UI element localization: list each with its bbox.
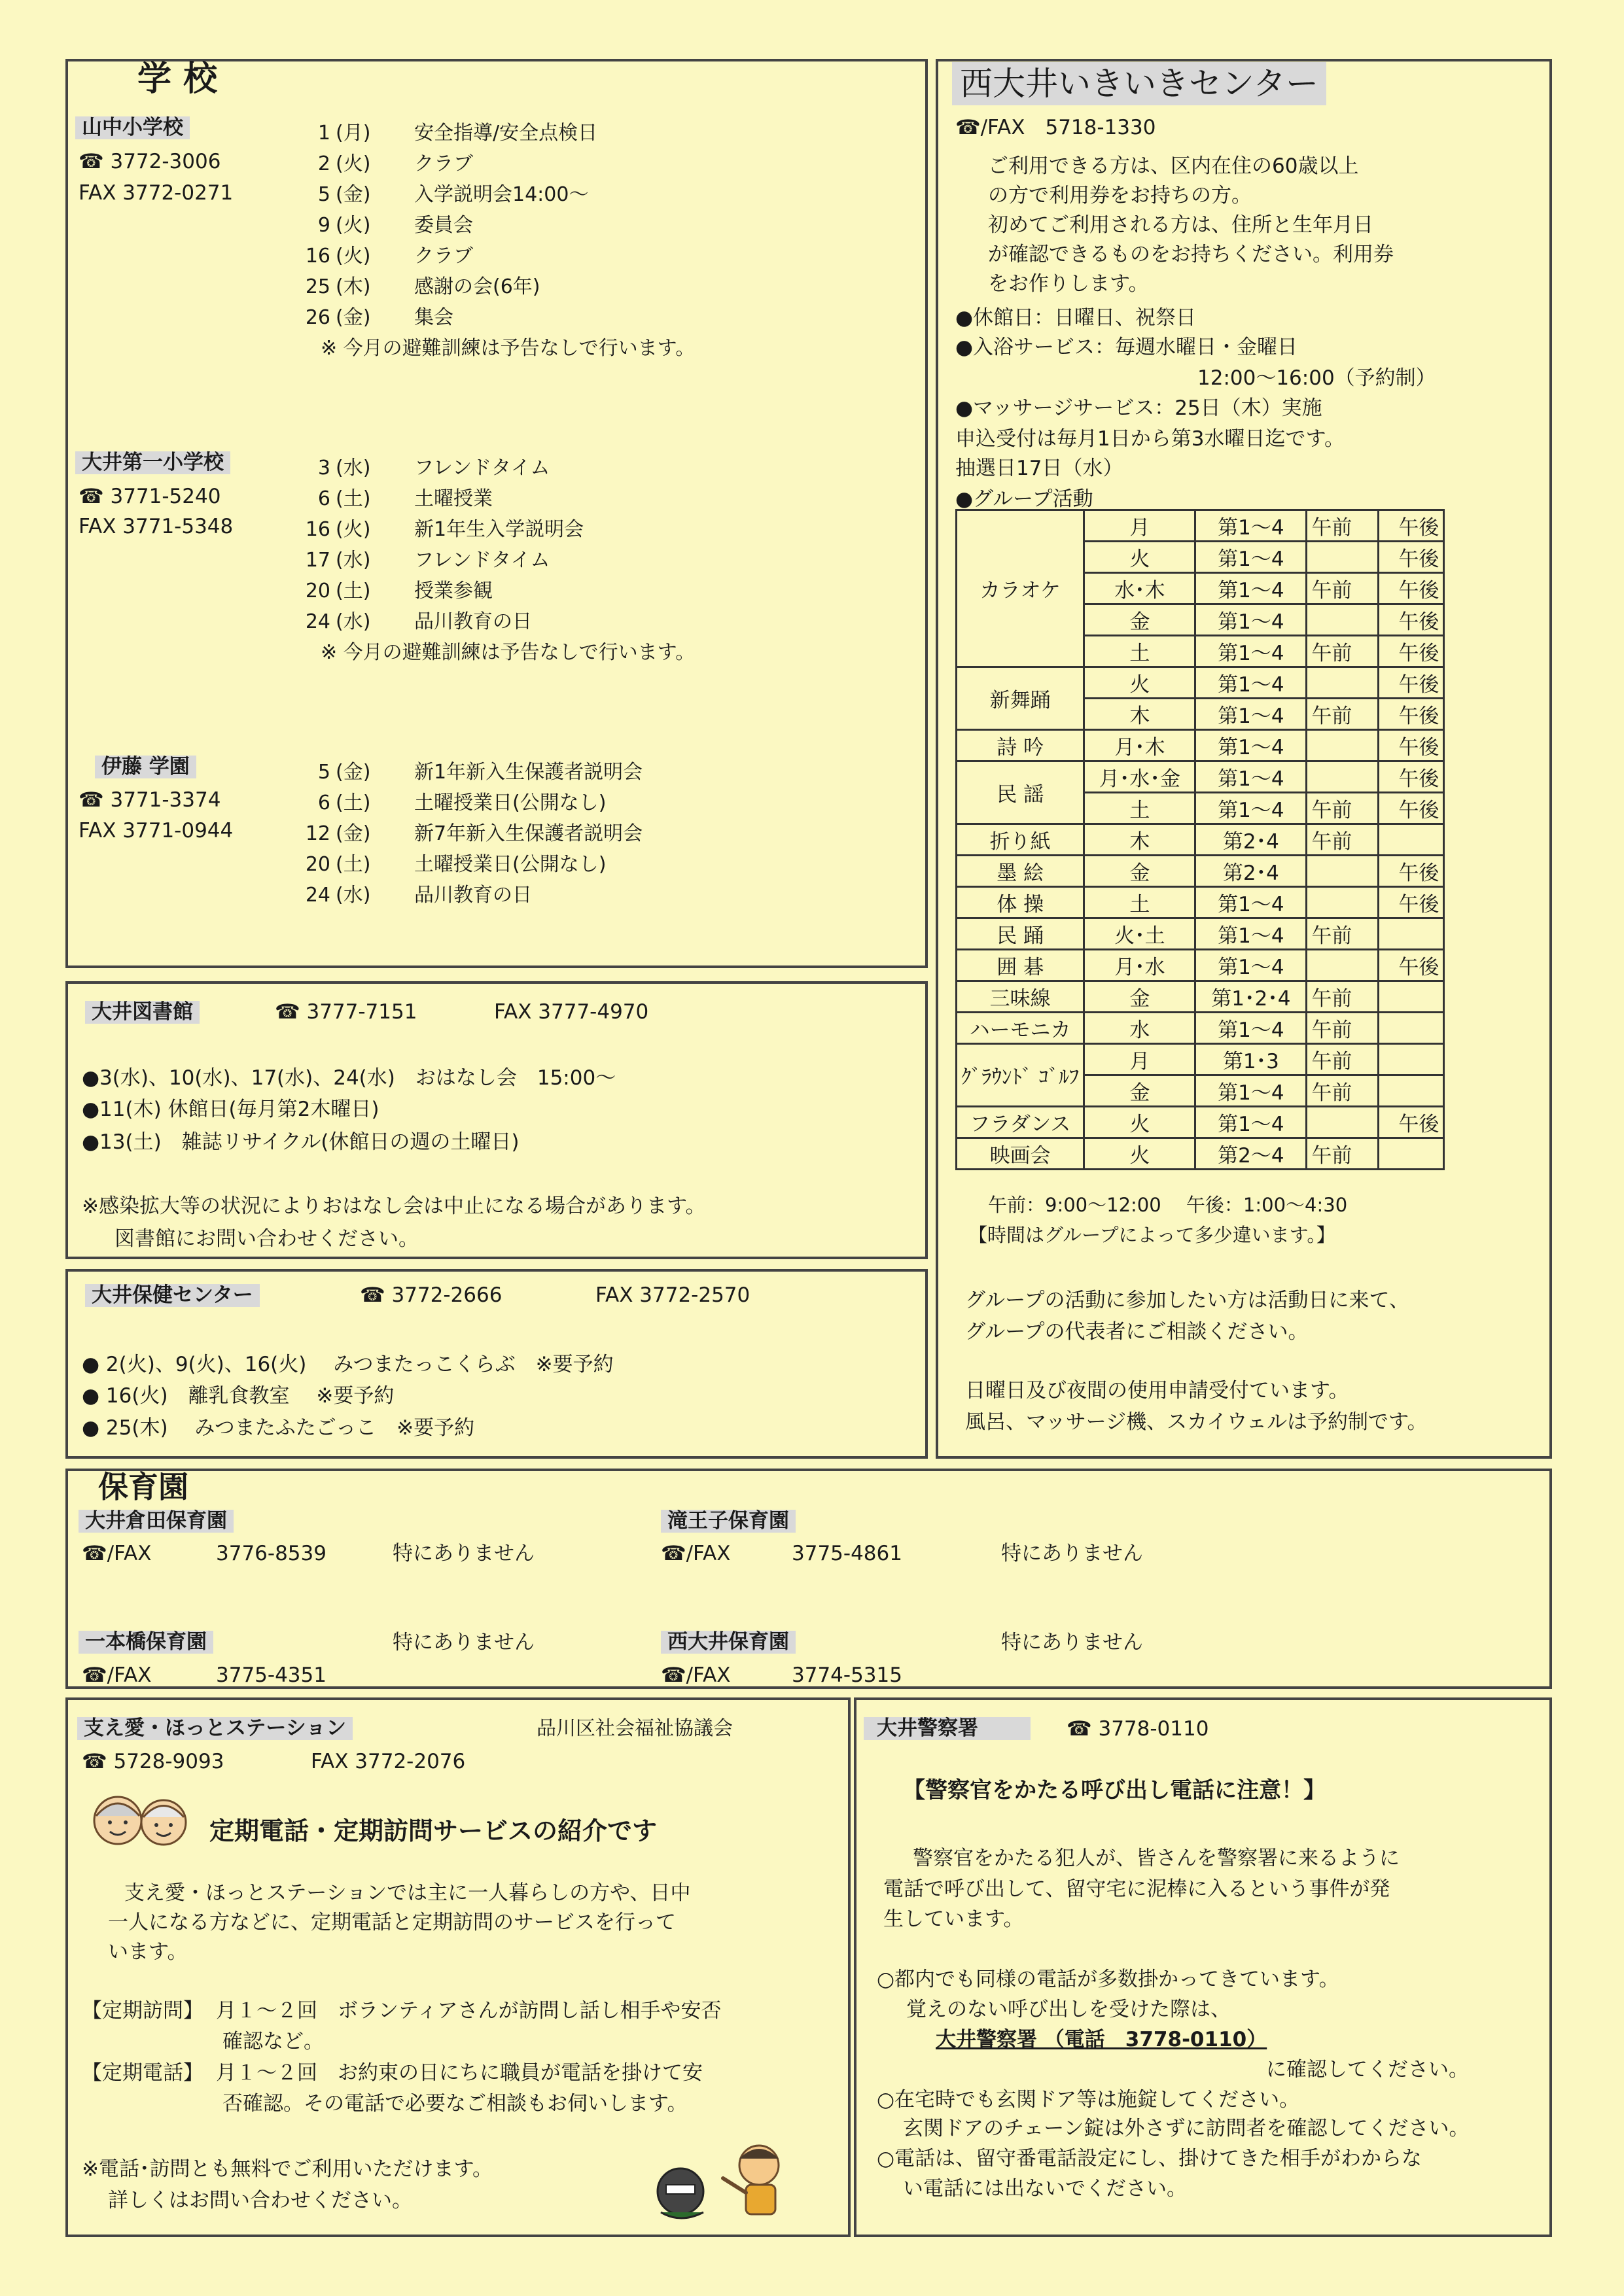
school-event bbox=[258, 147, 473, 176]
event-text: クラブ bbox=[414, 245, 473, 268]
police-paragraph: い電話には出ないでください。 bbox=[903, 2177, 1187, 2200]
school-name: 山中小学校 bbox=[75, 116, 190, 139]
center-intro: ご利用できる方は、区内在住の60歳以上 bbox=[988, 154, 1359, 178]
center-bath: ●入浴サービス：毎週水曜日・金曜日 bbox=[955, 336, 1298, 359]
library-item: ●13(土) 雑誌リサイクル(休館日の週の土曜日) bbox=[82, 1130, 520, 1154]
school-event bbox=[258, 786, 606, 815]
event-day: 24 bbox=[305, 610, 330, 633]
group-day: 月･水 bbox=[1084, 950, 1195, 981]
group-day: 火･土 bbox=[1084, 918, 1195, 950]
school-fax: FAX 3772-0271 bbox=[79, 181, 234, 205]
group-pm: 午後 bbox=[1379, 950, 1444, 981]
school-tel: ☎ 3772-3006 bbox=[79, 150, 221, 173]
group-am: 午前 bbox=[1307, 1075, 1379, 1107]
event-day: 5 bbox=[317, 183, 330, 206]
group-row bbox=[957, 981, 1444, 1013]
group-row bbox=[957, 856, 1444, 887]
nursery-tel: ☎/FAX bbox=[82, 1663, 152, 1687]
event-text: 新7年新入生保護者説明会 bbox=[414, 822, 643, 845]
group-week: 第1～4 bbox=[1195, 573, 1307, 604]
health-tel: ☎ 3772-2666 bbox=[360, 1283, 503, 1307]
group-pm: 午後 bbox=[1379, 636, 1444, 667]
school-tel: ☎ 3771-3374 bbox=[79, 788, 221, 812]
group-pm: 午後 bbox=[1379, 887, 1444, 918]
event-text: フレンドタイム bbox=[414, 549, 550, 572]
group-row bbox=[957, 667, 1444, 699]
school-event bbox=[258, 270, 540, 299]
station-phone: 否確認。その電話で必要なご相談もお伺いします。 bbox=[222, 2092, 688, 2115]
event-weekday: (水) bbox=[336, 457, 371, 479]
event-day: 16 bbox=[305, 245, 330, 268]
event-text: 新1年新入生保護者説明会 bbox=[414, 761, 643, 784]
group-week: 第1～4 bbox=[1195, 542, 1307, 573]
station-fax: FAX 3772-2076 bbox=[311, 1750, 466, 1773]
health-item: ● 2(火)、9(火)、16(火) みつまたっこくらぶ ※要予約 bbox=[82, 1353, 614, 1376]
library-item: ●11(木) 休館日(毎月第2木曜日) bbox=[82, 1098, 380, 1121]
library-name: 大井図書館 bbox=[85, 1001, 200, 1024]
station-visit: 確認など。 bbox=[222, 2030, 324, 2053]
event-day: 20 bbox=[305, 853, 330, 876]
group-am: 午前 bbox=[1307, 1044, 1379, 1075]
group-am bbox=[1307, 667, 1379, 699]
school-tel: ☎ 3771-5240 bbox=[79, 485, 221, 508]
group-name: 詩 吟 bbox=[957, 730, 1084, 761]
police-paragraph: に確認してください。 bbox=[1266, 2058, 1469, 2081]
group-am bbox=[1307, 730, 1379, 761]
center-hours-note: 【時間はグループによって多少違います。】 bbox=[968, 1224, 1335, 1246]
group-row bbox=[957, 1138, 1444, 1170]
school-event bbox=[258, 451, 550, 480]
event-day: 24 bbox=[305, 884, 330, 907]
center-closed: ●休館日：日曜日、祝祭日 bbox=[955, 306, 1197, 330]
event-day: 17 bbox=[305, 549, 330, 572]
school-event bbox=[258, 178, 588, 207]
group-am: 午前 bbox=[1307, 573, 1379, 604]
group-am bbox=[1307, 887, 1379, 918]
group-day: 金 bbox=[1084, 1075, 1195, 1107]
group-week: 第2～4 bbox=[1195, 1138, 1307, 1170]
police-paragraph: 玄関ドアのチェーン錠は外さずに訪問者を確認してください。 bbox=[903, 2117, 1470, 2140]
event-text: 授業参観 bbox=[414, 580, 493, 602]
station-tel: ☎ 5728-9093 bbox=[82, 1750, 224, 1773]
group-week: 第2･4 bbox=[1195, 824, 1307, 856]
library-item: ●3(水)、10(水)、17(水)、24(水) おはなし会 15:00～ bbox=[82, 1066, 616, 1090]
group-pm bbox=[1379, 1044, 1444, 1075]
station-visit-label: 【定期訪問】 bbox=[82, 1999, 203, 2023]
event-weekday: (火) bbox=[336, 518, 371, 541]
group-am bbox=[1307, 761, 1379, 793]
group-week: 第1～4 bbox=[1195, 761, 1307, 793]
school-event bbox=[258, 605, 532, 634]
group-row bbox=[957, 730, 1444, 761]
school-event bbox=[258, 513, 584, 542]
group-row bbox=[957, 950, 1444, 981]
event-weekday: (木) bbox=[336, 275, 371, 298]
school-fax: FAX 3771-0944 bbox=[79, 819, 234, 843]
group-pm: 午後 bbox=[1379, 1107, 1444, 1138]
group-am: 午前 bbox=[1307, 793, 1379, 824]
group-pm: 午後 bbox=[1379, 730, 1444, 761]
school-note: ※ 今月の避難訓練は予告なしで行います。 bbox=[321, 641, 696, 664]
group-day: 土 bbox=[1084, 636, 1195, 667]
station-free: 詳しくはお問い合わせください。 bbox=[108, 2189, 412, 2212]
group-week: 第1～4 bbox=[1195, 667, 1307, 699]
school-event bbox=[258, 239, 473, 268]
school-name: 伊藤 学園 bbox=[95, 756, 196, 778]
library-note: ※感染拡大等の状況によりおはなし会は中止になる場合があります。 bbox=[82, 1194, 706, 1218]
group-am: 午前 bbox=[1307, 510, 1379, 542]
elderly-couple-illustration bbox=[88, 1791, 193, 1856]
group-am: 午前 bbox=[1307, 636, 1379, 667]
group-week: 第1～4 bbox=[1195, 730, 1307, 761]
event-weekday: (火) bbox=[336, 152, 371, 175]
center-tel: ☎/FAX 5718-1330 bbox=[955, 116, 1156, 139]
center-join: グループの代表者にご相談ください。 bbox=[965, 1320, 1309, 1344]
school-event bbox=[258, 209, 473, 237]
school-note: ※ 今月の避難訓練は予告なしで行います。 bbox=[321, 337, 696, 360]
school-event bbox=[258, 756, 643, 784]
group-pm bbox=[1379, 1138, 1444, 1170]
center-intro: が確認できるものをお持ちください。利用券 bbox=[988, 243, 1394, 266]
event-day: 1 bbox=[317, 122, 330, 145]
group-am bbox=[1307, 542, 1379, 573]
group-day: 火 bbox=[1084, 1107, 1195, 1138]
school-event bbox=[258, 848, 606, 877]
school-event bbox=[258, 116, 597, 145]
group-day: 水 bbox=[1084, 1013, 1195, 1044]
group-week: 第2･4 bbox=[1195, 856, 1307, 887]
library-fax: FAX 3777-4970 bbox=[494, 1000, 649, 1024]
group-day: 月 bbox=[1084, 510, 1195, 542]
group-week: 第1～4 bbox=[1195, 1013, 1307, 1044]
group-pm: 午後 bbox=[1379, 542, 1444, 573]
group-week: 第1･3 bbox=[1195, 1044, 1307, 1075]
group-name: 新舞踊 bbox=[957, 667, 1084, 730]
group-week: 第1～4 bbox=[1195, 636, 1307, 667]
event-day: 6 bbox=[317, 791, 330, 814]
group-day: 火 bbox=[1084, 542, 1195, 573]
school-name: 大井第一小学校 bbox=[75, 451, 230, 474]
event-text: 土曜授業日(公開なし) bbox=[414, 791, 607, 814]
police-tel: ☎ 3778-0110 bbox=[1067, 1717, 1209, 1741]
event-weekday: (土) bbox=[336, 487, 371, 510]
center-massage: 抽選日17日（水） bbox=[955, 457, 1123, 480]
group-row bbox=[957, 510, 1444, 542]
group-pm: 午後 bbox=[1379, 573, 1444, 604]
group-pm bbox=[1379, 1075, 1444, 1107]
group-am bbox=[1307, 1107, 1379, 1138]
group-name: 映画会 bbox=[957, 1138, 1084, 1170]
group-week: 第1･2･4 bbox=[1195, 981, 1307, 1013]
group-row bbox=[957, 887, 1444, 918]
group-am: 午前 bbox=[1307, 824, 1379, 856]
library-tel: ☎ 3777-7151 bbox=[275, 1000, 417, 1024]
center-bath-hours: 12:00～16:00（予約制） bbox=[1197, 366, 1436, 390]
station-headline: 定期電話・定期訪問サービスの紹介です bbox=[209, 1817, 658, 1845]
group-week: 第1～4 bbox=[1195, 950, 1307, 981]
event-day: 3 bbox=[317, 457, 330, 479]
police-body: 生しています。 bbox=[883, 1907, 1024, 1931]
group-pm: 午後 bbox=[1379, 699, 1444, 730]
group-day: 月･木 bbox=[1084, 730, 1195, 761]
school-event bbox=[258, 878, 532, 907]
event-text: 新1年生入学説明会 bbox=[414, 518, 584, 541]
nursery-number: 3774-5315 bbox=[792, 1663, 902, 1687]
event-text: フレンドタイム bbox=[414, 457, 550, 479]
group-week: 第1～4 bbox=[1195, 918, 1307, 950]
health-fax: FAX 3772-2570 bbox=[595, 1283, 750, 1307]
group-name: ハーモニカ bbox=[957, 1013, 1084, 1044]
group-pm bbox=[1379, 1013, 1444, 1044]
station-body: います。 bbox=[108, 1940, 188, 1964]
nursery-name: 大井倉田保育園 bbox=[79, 1510, 234, 1533]
group-pm: 午後 bbox=[1379, 761, 1444, 793]
station-phone: 月１～２回 お約束の日にちに職員が電話を掛けて安 bbox=[216, 2061, 703, 2085]
group-am bbox=[1307, 604, 1379, 636]
center-group-title: ●グループ活動 bbox=[955, 487, 1093, 511]
nursery-note: 特にありません bbox=[393, 1631, 535, 1654]
schools-title: 学 校 bbox=[137, 60, 218, 99]
group-am bbox=[1307, 856, 1379, 887]
group-week: 第1～4 bbox=[1195, 699, 1307, 730]
nursery-number: 3775-4351 bbox=[216, 1663, 327, 1687]
nursery-tel: ☎/FAX bbox=[661, 1542, 731, 1565]
group-row bbox=[957, 1013, 1444, 1044]
nursery-name: 滝王子保育園 bbox=[661, 1510, 796, 1533]
station-name: 支え愛・ほっとステーション bbox=[77, 1717, 353, 1740]
center-join: グループの活動に参加したい方は活動日に来て、 bbox=[965, 1289, 1409, 1312]
police-paragraph: ○都内でも同様の電話が多数掛かってきています。 bbox=[877, 1968, 1339, 1991]
event-weekday: (火) bbox=[336, 245, 371, 268]
group-pm bbox=[1379, 981, 1444, 1013]
center-apply: 日曜日及び夜間の使用申請受付ています。 bbox=[965, 1379, 1349, 1402]
event-day: 2 bbox=[317, 152, 330, 175]
group-am: 午前 bbox=[1307, 918, 1379, 950]
event-weekday: (水) bbox=[336, 884, 371, 907]
event-weekday: (金) bbox=[336, 306, 371, 329]
group-row bbox=[957, 1044, 1444, 1075]
group-week: 第1～4 bbox=[1195, 793, 1307, 824]
event-day: 16 bbox=[305, 518, 330, 541]
center-massage: ●マッサージサービス：25日（木）実施 bbox=[955, 396, 1322, 420]
nursery-tel: ☎/FAX bbox=[661, 1663, 731, 1687]
nursery-name: 一本橋保育園 bbox=[79, 1631, 213, 1654]
group-week: 第1～4 bbox=[1195, 1075, 1307, 1107]
center-intro: をお作りします。 bbox=[988, 272, 1149, 296]
event-text: 品川教育の日 bbox=[414, 610, 532, 633]
group-day: 月･水･金 bbox=[1084, 761, 1195, 793]
nursery-title: 保育園 bbox=[98, 1469, 188, 1505]
burglar-illustration bbox=[641, 2139, 805, 2224]
group-name: 折り紙 bbox=[957, 824, 1084, 856]
event-weekday: (金) bbox=[336, 761, 371, 784]
event-weekday: (土) bbox=[336, 853, 371, 876]
event-text: クラブ bbox=[414, 152, 473, 175]
group-name: 民 踊 bbox=[957, 918, 1084, 950]
group-am: 午前 bbox=[1307, 699, 1379, 730]
event-text: 土曜授業日(公開なし) bbox=[414, 853, 607, 876]
group-day: 土 bbox=[1084, 793, 1195, 824]
group-name: 民 謡 bbox=[957, 761, 1084, 824]
school-event bbox=[258, 482, 493, 511]
police-body: 電話で呼び出して、留守宅に泥棒に入るという事件が発 bbox=[883, 1877, 1390, 1901]
nursery-name: 西大井保育園 bbox=[661, 1631, 796, 1654]
school-fax: FAX 3771-5348 bbox=[79, 515, 234, 538]
group-am: 午前 bbox=[1307, 1013, 1379, 1044]
group-pm: 午後 bbox=[1379, 667, 1444, 699]
group-name: 囲 碁 bbox=[957, 950, 1084, 981]
group-day: 木 bbox=[1084, 699, 1195, 730]
event-day: 25 bbox=[305, 275, 330, 298]
station-free: ※電話･訪問とも無料でご利用いただけます。 bbox=[82, 2157, 493, 2181]
station-org: 品川区社会福祉協議会 bbox=[537, 1717, 733, 1740]
group-day: 金 bbox=[1084, 981, 1195, 1013]
nursery-number: 3776-8539 bbox=[216, 1542, 327, 1565]
group-row bbox=[957, 918, 1444, 950]
group-pm bbox=[1379, 918, 1444, 950]
nursery-note: 特にありません bbox=[393, 1542, 535, 1565]
group-row bbox=[957, 761, 1444, 793]
station-body: 一人になる方などに、定期電話と定期訪問のサービスを行って bbox=[108, 1911, 676, 1934]
school-event bbox=[258, 544, 550, 572]
police-headline: 【警察官をかたる呼び出し電話に注意！】 bbox=[903, 1777, 1326, 1803]
center-hours: 午前：9:00～12:00 午後：1:00～4:30 bbox=[988, 1194, 1348, 1216]
group-am bbox=[1307, 950, 1379, 981]
nursery-tel: ☎/FAX bbox=[82, 1542, 152, 1565]
police-body: 警察官をかたる犯人が、皆さんを警察署に来るように bbox=[913, 1847, 1400, 1870]
group-day: 火 bbox=[1084, 667, 1195, 699]
group-am: 午前 bbox=[1307, 1138, 1379, 1170]
group-day: 木 bbox=[1084, 824, 1195, 856]
group-row bbox=[957, 824, 1444, 856]
station-body: 支え愛・ほっとステーションでは主に一人暮らしの方や、日中 bbox=[124, 1881, 691, 1905]
station-visit: 月１～２回 ボランティアさんが訪問し話し相手や安否 bbox=[216, 1999, 722, 2023]
center-name: 西大井いきいきセンター bbox=[952, 62, 1326, 105]
event-day: 9 bbox=[317, 214, 330, 237]
health-item: ● 25(木) みつまたふたごっこ ※要予約 bbox=[82, 1416, 475, 1440]
center-apply: 風呂、マッサージ機、スカイウェルは予約制です。 bbox=[965, 1410, 1428, 1434]
health-item: ● 16(火) 離乳食教室 ※要予約 bbox=[82, 1384, 395, 1408]
event-day: 6 bbox=[317, 487, 330, 510]
nursery-note: 特にありません bbox=[1001, 1542, 1143, 1565]
event-text: 土曜授業 bbox=[414, 487, 493, 510]
station-phone-label: 【定期電話】 bbox=[82, 2061, 203, 2085]
event-weekday: (土) bbox=[336, 580, 371, 602]
center-intro: 初めてご利用される方は、住所と生年月日 bbox=[988, 213, 1373, 237]
event-day: 12 bbox=[305, 822, 330, 845]
event-text: 感謝の会(6年) bbox=[414, 275, 540, 298]
event-weekday: (月) bbox=[336, 122, 371, 145]
event-weekday: (火) bbox=[336, 214, 371, 237]
center-intro: の方で利用券をお持ちの方。 bbox=[988, 184, 1252, 207]
event-weekday: (金) bbox=[336, 822, 371, 845]
school-event bbox=[258, 817, 643, 846]
group-name: ｸﾞﾗｳﾝﾄﾞ ｺﾞﾙﾌ bbox=[957, 1044, 1084, 1107]
group-week: 第1～4 bbox=[1195, 1107, 1307, 1138]
group-week: 第1～4 bbox=[1195, 887, 1307, 918]
event-day: 5 bbox=[317, 761, 330, 784]
group-name: 墨 絵 bbox=[957, 856, 1084, 887]
group-pm bbox=[1379, 824, 1444, 856]
event-weekday: (水) bbox=[336, 610, 371, 633]
group-day: 火 bbox=[1084, 1138, 1195, 1170]
group-pm: 午後 bbox=[1379, 793, 1444, 824]
group-pm: 午後 bbox=[1379, 604, 1444, 636]
event-weekday: (金) bbox=[336, 183, 371, 206]
police-contact: 大井警察署 （電話 3778-0110） bbox=[936, 2028, 1267, 2051]
health-name: 大井保健センター bbox=[85, 1284, 260, 1307]
group-name: 三味線 bbox=[957, 981, 1084, 1013]
event-day: 26 bbox=[305, 306, 330, 329]
police-paragraph: ○電話は、留守番電話設定にし、掛けてきた相手がわからな bbox=[877, 2147, 1422, 2170]
event-weekday: (水) bbox=[336, 549, 371, 572]
nursery-section bbox=[65, 1469, 1552, 1689]
school-event bbox=[258, 301, 453, 330]
nursery-note: 特にありません bbox=[1001, 1631, 1143, 1654]
group-row bbox=[957, 1107, 1444, 1138]
police-paragraph: 覚えのない呼び出しを受けた際は、 bbox=[906, 1998, 1231, 2021]
event-text: 安全指導/安全点検日 bbox=[414, 122, 598, 145]
group-activity-table bbox=[955, 509, 1445, 1170]
event-text: 集会 bbox=[414, 306, 453, 329]
group-week: 第1～4 bbox=[1195, 604, 1307, 636]
event-text: 品川教育の日 bbox=[414, 884, 532, 907]
event-text: 委員会 bbox=[414, 214, 473, 237]
group-day: 水･木 bbox=[1084, 573, 1195, 604]
nursery-number: 3775-4861 bbox=[792, 1542, 902, 1565]
group-day: 土 bbox=[1084, 887, 1195, 918]
group-day: 金 bbox=[1084, 604, 1195, 636]
group-name: カラオケ bbox=[957, 510, 1084, 667]
police-paragraph: ○在宅時でも玄関ドア等は施錠してください。 bbox=[877, 2088, 1300, 2112]
center-massage: 申込受付は毎月1日から第3水曜日迄です。 bbox=[955, 427, 1345, 451]
group-am: 午前 bbox=[1307, 981, 1379, 1013]
police-name: 大井警察署 bbox=[864, 1717, 1031, 1740]
event-weekday: (土) bbox=[336, 791, 371, 814]
group-pm: 午後 bbox=[1379, 510, 1444, 542]
group-week: 第1～4 bbox=[1195, 510, 1307, 542]
group-day: 金 bbox=[1084, 856, 1195, 887]
group-name: 体 操 bbox=[957, 887, 1084, 918]
group-name: フラダンス bbox=[957, 1107, 1084, 1138]
group-pm: 午後 bbox=[1379, 856, 1444, 887]
library-note: 図書館にお問い合わせください。 bbox=[115, 1227, 419, 1251]
event-text: 入学説明会14:00～ bbox=[414, 183, 589, 206]
event-day: 20 bbox=[305, 580, 330, 602]
school-event bbox=[258, 574, 493, 603]
group-day: 月 bbox=[1084, 1044, 1195, 1075]
